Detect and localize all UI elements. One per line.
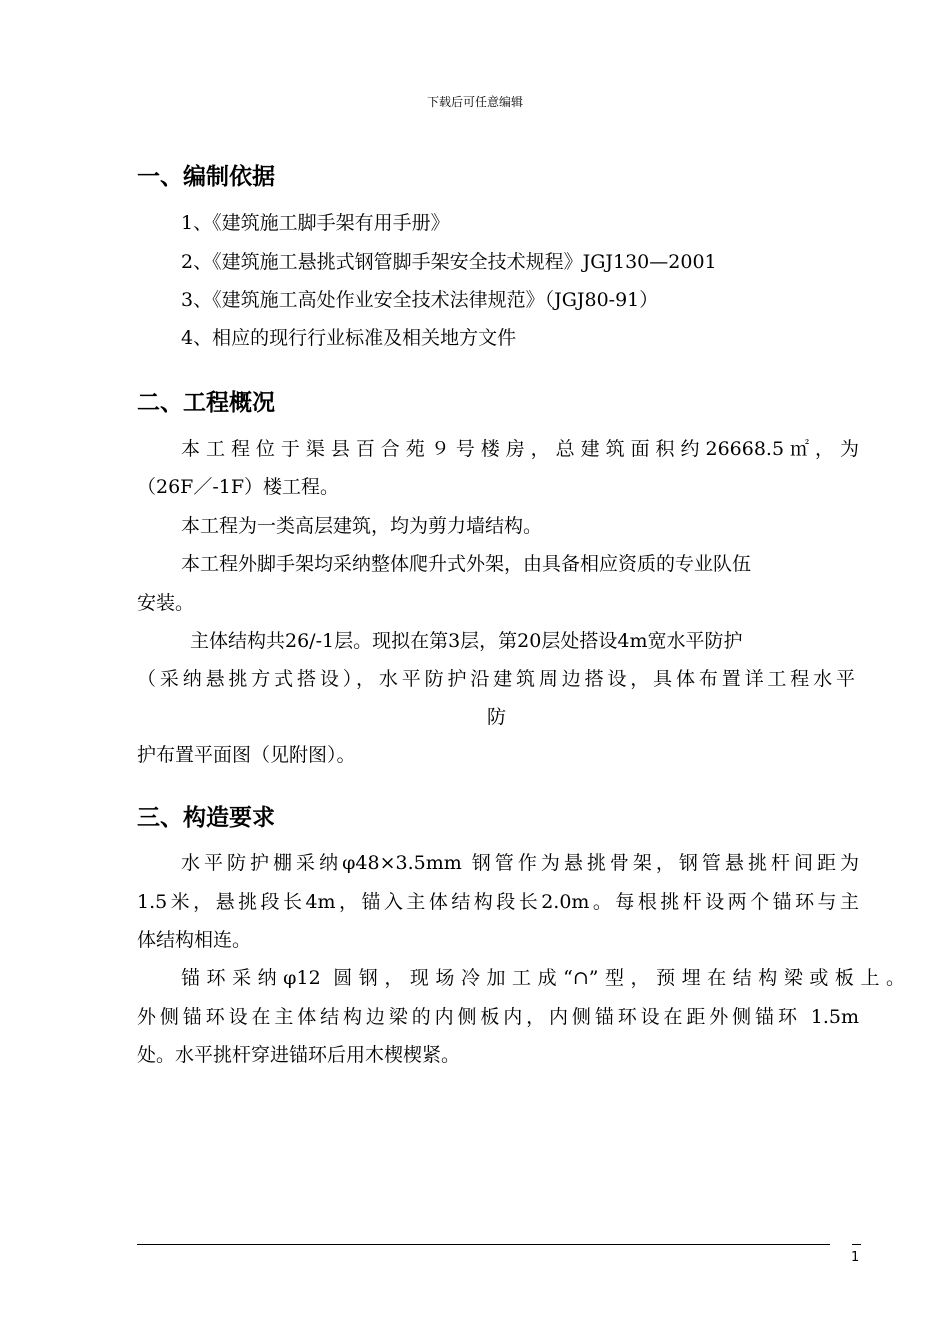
footer-rule	[137, 1244, 830, 1245]
reference-item-4: 4、相应的现行行业标准及相关地方文件	[181, 327, 517, 349]
overview-line-7: （采纳悬挑方式搭设），水平防护沿建筑周边搭设，具体布置详工程水平	[137, 668, 855, 690]
section-1-title: 一、编制依据	[137, 164, 275, 190]
construction-line-6: 处。水平挑杆穿进锚环后用木楔楔紧。	[137, 1044, 461, 1066]
overview-line-3: 本工程为一类高层建筑，均为剪力墙结构。	[181, 515, 543, 537]
reference-item-2: 2、《建筑施工悬挑式钢管脚手架安全技术规程》JGJ130—2001	[181, 251, 717, 273]
overview-line-6: 主体结构共26/-1层。现拟在第3层，第20层处搭设4m宽水平防护	[190, 630, 743, 652]
overview-line-5: 安装。	[137, 592, 195, 614]
section-3-title: 三、构造要求	[137, 805, 275, 831]
overview-line-4: 本工程外脚手架均采纳整体爬升式外架，由具备相应资质的专业队伍	[181, 553, 752, 575]
overview-line-1: 本工程位于渠县百合苑９号楼房，总建筑面积约26668.5㎡，为	[181, 438, 859, 460]
reference-item-1: 1、《建筑施工脚手架有用手册》	[181, 212, 450, 234]
overview-line-9: 护布置平面图（见附图）。	[137, 744, 356, 766]
page-header-note: 下载后可任意编辑	[426, 95, 523, 109]
footer-dash	[852, 1244, 861, 1245]
section-2-title: 二、工程概况	[137, 390, 275, 416]
reference-item-3: 3、《建筑施工高处作业安全技术法律规范》（JGJ80-91）	[181, 289, 659, 311]
page-number: 1	[851, 1250, 860, 1265]
overview-line-2: （26F／-1F）楼工程。	[137, 476, 340, 498]
construction-line-1: 水平防护棚采纳φ48×3.5mm 钢管作为悬挑骨架，钢管悬挑杆间距为	[181, 852, 859, 874]
overview-line-8: 防	[487, 706, 507, 728]
construction-line-5: 外侧锚环设在主体结构边梁的内侧板内，内侧锚环设在距外侧锚环 1.5m	[137, 1006, 859, 1028]
construction-line-4: 锚环采纳φ12 圆钢，现场冷加工成“∩”型，预埋在结构梁或板上。	[181, 967, 905, 989]
construction-line-2: 1.5米，悬挑段长4m，锚入主体结构段长2.0m。每根挑杆设两个锚环与主	[137, 891, 859, 913]
construction-line-3: 体结构相连。	[137, 929, 252, 951]
